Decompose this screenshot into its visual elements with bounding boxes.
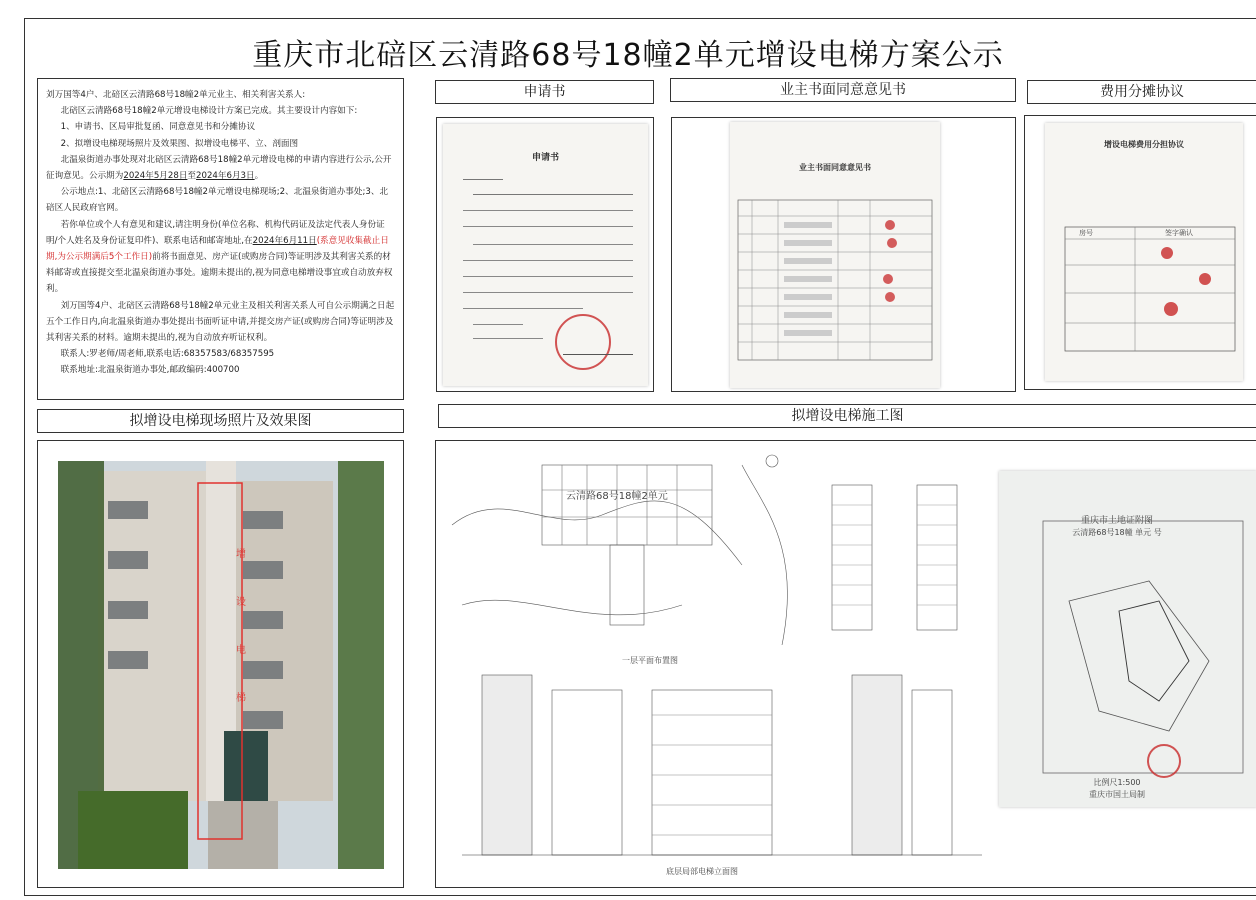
label-cost-sharing: 费用分摊协议 xyxy=(1027,80,1256,104)
consent-heading: 业主书面同意意见书 xyxy=(799,163,871,172)
land-certificate-map xyxy=(999,471,1256,807)
date-end: 2024年6月3日 xyxy=(196,171,255,182)
notice-comments: 若你单位或个人有意见和建议,请注明身份(单位名称、机构代码证及法定代表人身份证明/个人姓名及身份证复印件)、联系电话和邮寄地址,在2024年6月11日(系意见收集截止日期,为公示期满后5个工作日)前将书面意见、房产证(或购房合同)等证明涉及其利害关系的材料邮寄或直接提交至北温泉街道办事处。逾期未提出的,视为同意电梯增设事宜或自动放弃权利。 xyxy=(46,219,393,295)
application-document xyxy=(443,124,648,386)
label-construction: 拟增设电梯施工图 xyxy=(438,404,1256,428)
label-consent: 业主书面同意意见书 xyxy=(670,78,1016,102)
land-map-title: 重庆市土地证附图 xyxy=(1080,516,1153,526)
notice-contact: 联系人:罗老师/周老师,联系电话:68357583/68357595 xyxy=(60,349,275,360)
land-map-scale: 比例尺1:500 xyxy=(1093,778,1141,787)
notice-text-box xyxy=(37,78,404,400)
consent-table xyxy=(730,122,940,388)
application-heading: 申请书 xyxy=(531,153,559,163)
notice-hearing: 刘万国等4户、北碚区云清路68号18幢2单元业主及相关利害关系人可自公示期满之日起五个工作日内,向北温泉街道办事处提出书面听证申请,并提交房产证(或购房合同)等证明涉及其利害关系的材料。逾期未提出的,视为自动放弃听证权利。 xyxy=(46,300,395,344)
label-application: 申请书 xyxy=(435,80,654,104)
cost-sharing-frame xyxy=(1024,115,1256,390)
notice-item-1: 1、申请书、区局审批复函、同意意见书和分摊协议 xyxy=(60,122,256,133)
cost-col-room: 房号 xyxy=(1079,229,1093,237)
notice-intro: 北碚区云清路68号18幢2单元增设电梯设计方案已完成。其主要设计内容如下: xyxy=(60,106,358,117)
notice-greeting: 刘万国等4户、北碚区云清路68号18幢2单元业主、相关利害关系人: xyxy=(46,90,306,100)
consent-frame xyxy=(671,117,1016,392)
page-title: 重庆市北碚区云清路68号18幢2单元增设电梯方案公示 xyxy=(252,38,1004,73)
construction-drawings-frame xyxy=(435,440,1256,888)
plan-title: 云清路68号18幢2单元 xyxy=(566,491,668,502)
notice-address: 联系地址:北温泉街道办事处,邮政编码:400700 xyxy=(60,365,240,376)
cost-table xyxy=(1045,123,1243,381)
plan-caption: 一层平面布置图 xyxy=(622,656,678,665)
red-seal-stamp xyxy=(555,314,611,370)
notice-period: 北温泉街道办事处现对北碚区云清路68号18幢2单元增设电梯的申请内容进行公示,公开征询意见。公示期为2024年5月28日至2024年6月3日。 xyxy=(46,154,392,182)
cad-drawings xyxy=(442,445,1002,885)
cost-sharing-document xyxy=(1045,123,1243,381)
cost-heading: 增设电梯费用分担协议 xyxy=(1104,140,1184,149)
land-map-subtitle: 云清路68号18幢 单元 号 xyxy=(1072,528,1162,537)
label-site-photos: 拟增设电梯现场照片及效果图 xyxy=(37,409,404,433)
application-frame xyxy=(436,117,654,392)
notice-location: 公示地点:1、北碚区云清路68号18幢2单元增设电梯现场;2、北温泉街道办事处;3、北碚区人民政府官网。 xyxy=(46,187,389,214)
cost-col-sign: 签字确认 xyxy=(1165,229,1193,237)
deadline-note: (系意见收集截止日期,为公示期满后5个工作日) xyxy=(46,235,389,263)
elevator-annotation: 增 设 电 梯 xyxy=(236,549,246,704)
consent-document xyxy=(730,122,940,388)
deadline-date: 2024年6月11日 xyxy=(252,235,317,246)
date-start: 2024年5月28日 xyxy=(123,171,188,182)
notice-item-2: 2、拟增设电梯现场照片及效果图、拟增设电梯平、立、剖面图 xyxy=(60,138,299,149)
land-map-org: 重庆市国土局制 xyxy=(1089,790,1145,799)
site-photo-frame xyxy=(37,440,404,888)
building-photo xyxy=(58,461,384,869)
elevation-caption: 底层局部电梯立面图 xyxy=(666,867,738,876)
